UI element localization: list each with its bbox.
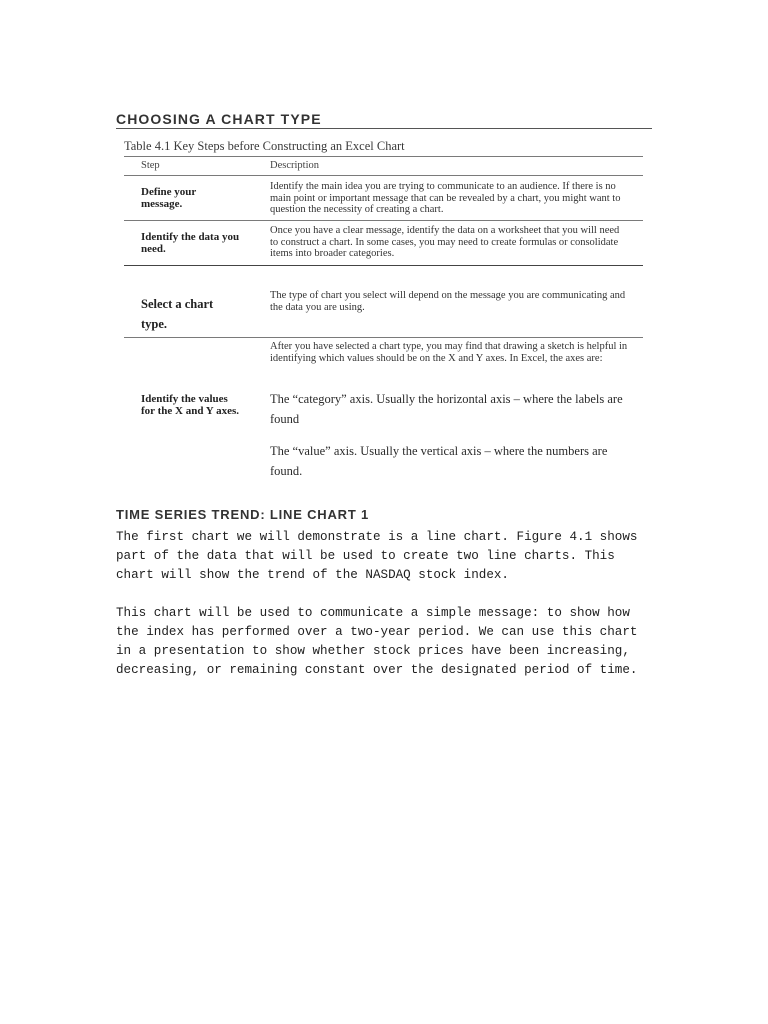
step-define-message: Define your message. [141, 186, 197, 210]
table-bottom-rule [124, 265, 643, 266]
axis-item-category: The “category” axis. Usually the horizontal axis – where the labels are found [270, 392, 623, 426]
description-identify-axes: After you have selected a chart type, you may find that drawing a sketch is helpful in identifying which values should be on the X and Y axes. In Excel, the axes are: [270, 341, 628, 364]
paragraph-2: This chart will be used to communicate a simple message: to show how the index has performed over a two-year period. We can use this chart in a presentation to show whether stock prices have been increasing, decreasing, or remaining constant over the designated period of time. [116, 606, 638, 677]
step-identify-axes: Identify the values for the X and Y axes. [141, 393, 239, 417]
paragraph-1: The first chart we will demonstrate is a line chart. Figure 4.1 shows part of the data that will be used to create two line charts. This chart will show the trend of the NASDAQ stock index. [116, 530, 638, 582]
description-define-message: Identify the main idea you are trying to communicate to an audience. If there is no main point or important message that can be revealed by a chart, you might want to question the necessity of creating a chart. [270, 181, 621, 215]
step-identify-data: Identify the data you need. [141, 231, 240, 255]
axis-item-value: The “value” axis. Usually the vertical axis – where the numbers are found. [270, 444, 608, 478]
subheading-line-chart: TIME SERIES TREND: LINE CHART 1 [116, 507, 370, 522]
section-heading: CHOOSING A CHART TYPE [116, 111, 652, 129]
description-identify-data: Once you have a clear message, identify the data on a worksheet that you will need to construct a chart. In some cases, you may need to create formulas or consolidate items into broader categories. [270, 225, 620, 259]
description-select-chart-type: The type of chart you select will depend on the message you are communicating and the data you are using. [270, 290, 626, 313]
step-select-chart-type: Select a chart type. [141, 297, 214, 331]
column-header-step: Step [141, 160, 160, 171]
row-rule-1 [124, 220, 643, 221]
header-rule [124, 175, 643, 176]
row-rule-3 [124, 337, 643, 338]
table-caption: Table 4.1 Key Steps before Constructing an Excel Chart [124, 139, 405, 153]
table-top-rule [124, 156, 643, 157]
column-header-description: Description [270, 160, 319, 171]
